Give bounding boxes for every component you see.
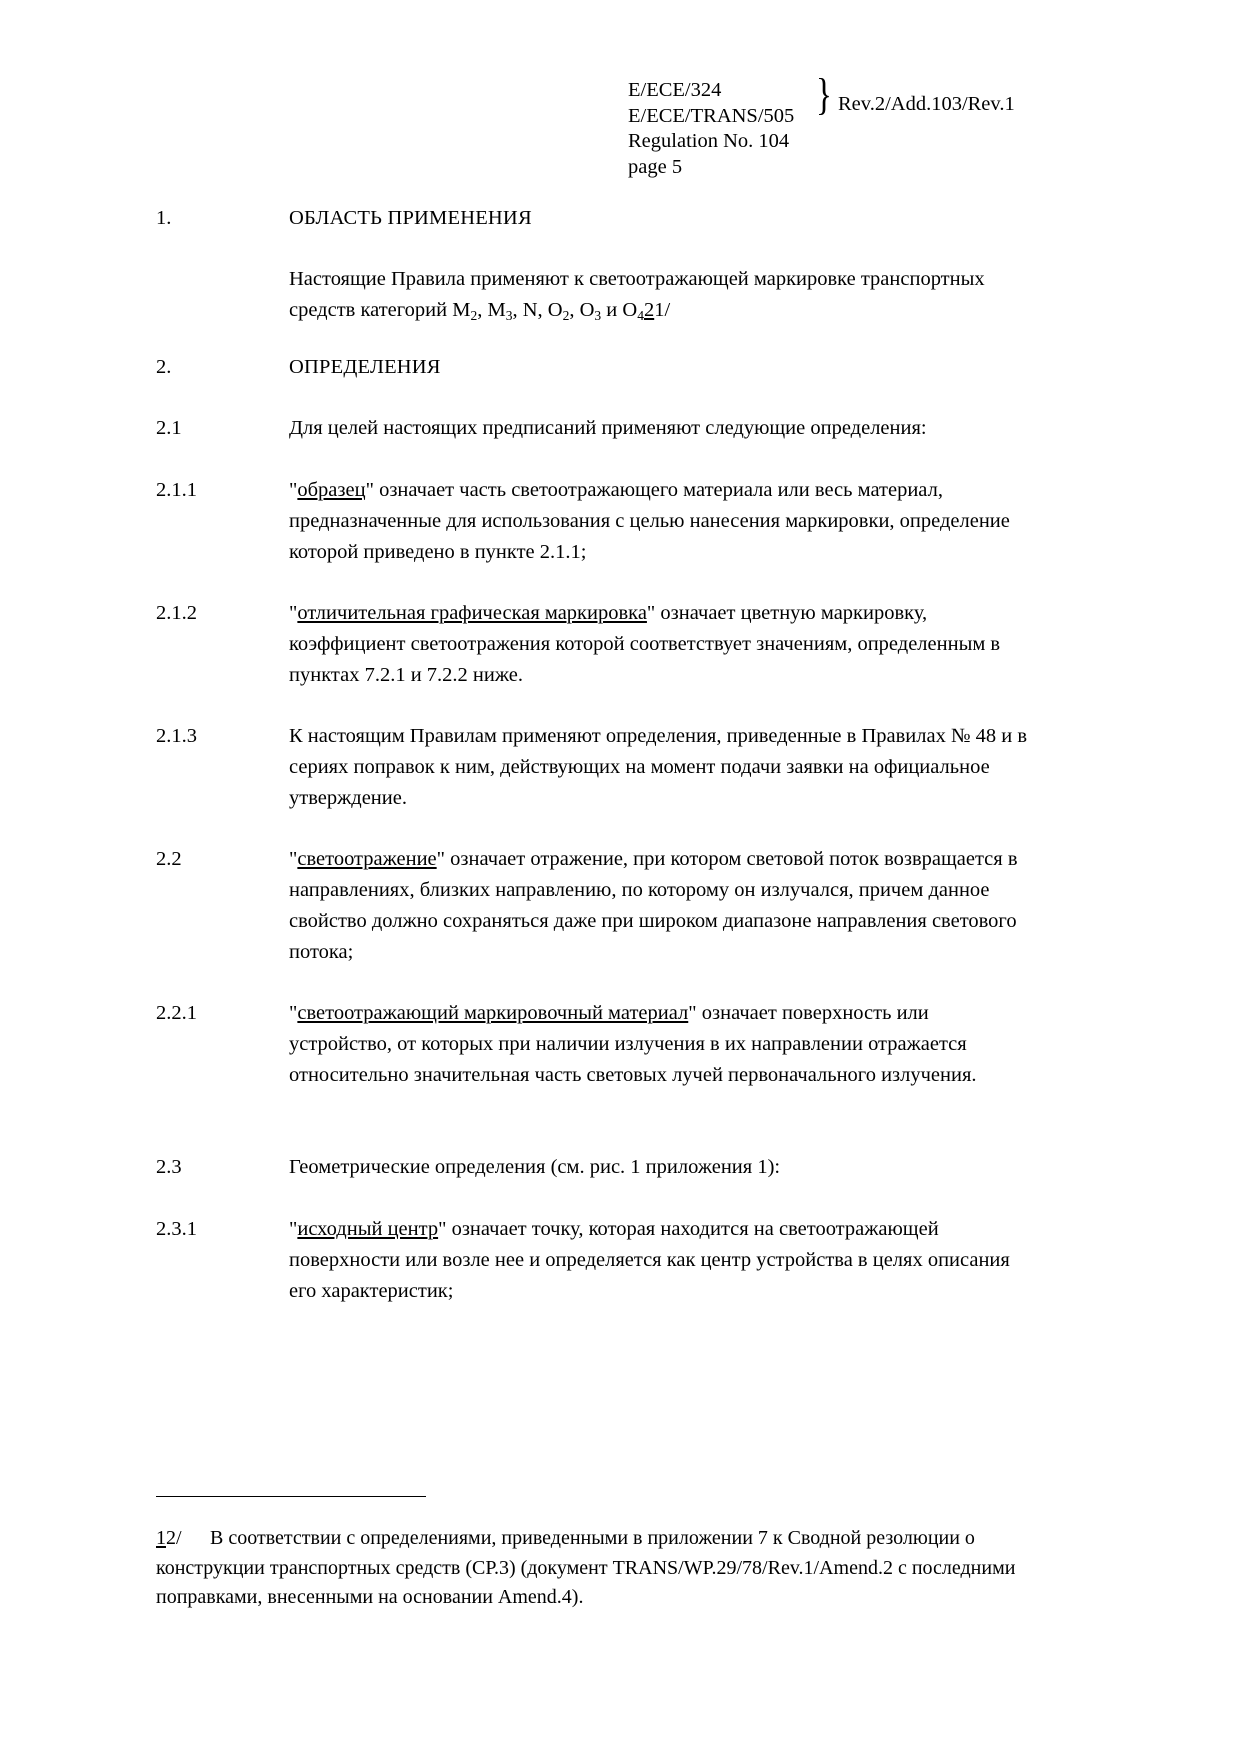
header-revision: Rev.2/Add.103/Rev.1: [838, 93, 1015, 115]
section-1-paragraph: [156, 264, 1019, 331]
section-number: 2.: [156, 356, 172, 378]
section-2-heading: [156, 352, 1019, 383]
header-regulation-number: Regulation No. 104: [628, 130, 790, 152]
footnote-text: В соответствии с определениями, приведенными в приложении 7 к Сводной резолюции о конструкции транспортных средств (СР.3) (документ TRANS/WP.29/78/Rev.1/Amend.2 с последними поправками, внесенными на основании Amend.4).: [156, 1527, 1016, 1608]
subscript-o4: 4: [637, 307, 644, 323]
scope-text-2: , М: [477, 299, 506, 321]
section-title: ОПРЕДЕЛЕНИЯ: [289, 356, 441, 378]
definition-text: означает точку, которая находится на светоотражающей поверхности или возле нее и определяется как центр устройства в целях описания его характеристик;: [289, 1218, 1010, 1302]
header-symbol-2: E/ECE/TRANS/505: [628, 104, 795, 127]
footnote-ref-underline: 2: [643, 299, 655, 321]
footnote-separator-rule: [156, 1496, 426, 1497]
definition-text: означает часть светоотражающего материала или весь материал, предназначенные для использования с целью нанесения маркировки, определение которой приведено в пункте 2.1.1;: [289, 479, 1010, 563]
section-number: 2.1.3: [156, 725, 197, 747]
section-2-2: [156, 844, 1029, 968]
quote-close: ": [436, 848, 446, 870]
section-text: Для целей настоящих предписаний применяют следующие определения:: [289, 417, 927, 439]
scope-paragraph-text: [289, 264, 1019, 331]
quote-close: ": [438, 1218, 447, 1240]
section-number: 2.1: [156, 417, 182, 439]
section-number: 2.3: [156, 1156, 182, 1178]
section-number: 2.2.1: [156, 1002, 197, 1024]
section-title: ОБЛАСТЬ ПРИМЕНЕНИЯ: [289, 207, 532, 229]
defined-term: образец: [297, 479, 366, 501]
footnote-ref-tail: 1/: [654, 299, 671, 321]
section-2-3: [156, 1152, 1029, 1183]
section-number: 2.2: [156, 848, 182, 870]
defined-term: светоотражающий маркировочный материал: [297, 1002, 689, 1024]
defined-term: исходный центр: [297, 1218, 439, 1240]
quote-open: ": [289, 479, 298, 501]
footnote-marker: [156, 1524, 210, 1554]
quote-open: ": [289, 1218, 298, 1240]
quote-open: ": [289, 848, 298, 870]
section-text: [289, 1214, 1029, 1307]
quote-close: ": [688, 1002, 697, 1024]
quote-open: ": [289, 602, 298, 624]
defined-term: отличительная графическая маркировка: [297, 602, 647, 624]
quote-open: ": [289, 1002, 298, 1024]
scope-text-lead: Настоящие Правила применяют к светоотражающей маркировке транспортных средств категорий М: [289, 268, 985, 321]
defined-term: светоотражение: [297, 848, 437, 870]
definition-text: означает цветную маркировку, коэффициент светоотражения которой соответствует значениям, определенным в пунктах 7.2.1 и 7.2.2 ниже.: [289, 602, 1001, 686]
footnote-marker-tail: 2/: [166, 1527, 182, 1549]
footnote-marker-underline: 1: [156, 1527, 166, 1549]
scope-text-5: и O: [601, 299, 638, 321]
header-page-number: page 5: [628, 155, 683, 178]
section-number: 2.1.1: [156, 479, 197, 501]
subscript-o3: 3: [594, 307, 602, 323]
section-2-1: [156, 413, 1029, 444]
document-header: [628, 70, 1015, 180]
section-text: [289, 998, 1029, 1091]
section-text: [289, 475, 1029, 568]
curly-brace-icon: }: [816, 70, 832, 119]
section-2-2-1: [156, 998, 1029, 1091]
subscript-m2: 2: [470, 307, 478, 323]
section-text: [289, 598, 1029, 691]
subscript-m3: 3: [505, 307, 513, 323]
footnote: [156, 1524, 1036, 1613]
subscript-o2: 2: [562, 307, 570, 323]
section-text: Геометрические определения (см. рис. 1 приложения 1):: [289, 1156, 781, 1178]
definition-text: означает отражение, при котором световой поток возвращается в направлениях, близких направлению, по которому он излучался, причем данное свойство должно сохраняться даже при широком диапазоне направления светового потока;: [289, 848, 1018, 963]
scope-text-3: , N, O: [512, 299, 563, 321]
section-number: 2.3.1: [156, 1218, 197, 1240]
section-2-1-3: [156, 721, 1029, 814]
header-symbol-block: [628, 78, 794, 180]
section-text: [289, 844, 1029, 968]
header-symbol-1: E/ECE/324: [628, 79, 722, 101]
quote-close: ": [365, 479, 374, 501]
section-number: 2.1.2: [156, 602, 197, 624]
section-2-1-1: [156, 475, 1029, 568]
section-2-1-2: [156, 598, 1029, 691]
quote-close: ": [646, 602, 656, 624]
definition-text: означает поверхность или устройство, от которых при наличии излучения в их направлении отражается относительно значительная часть световых лучей первоначального излучения.: [289, 1002, 977, 1086]
section-2-3-1: [156, 1214, 1029, 1307]
section-number: 1.: [156, 207, 172, 229]
section-text: К настоящим Правилам применяют определения, приведенные в Правилах № 48 и в сериях поправок к ним, действующих на момент подачи заявки на официальное утверждение.: [289, 725, 1028, 809]
scope-text-4: , O: [569, 299, 595, 321]
section-1-heading: [156, 203, 1019, 234]
